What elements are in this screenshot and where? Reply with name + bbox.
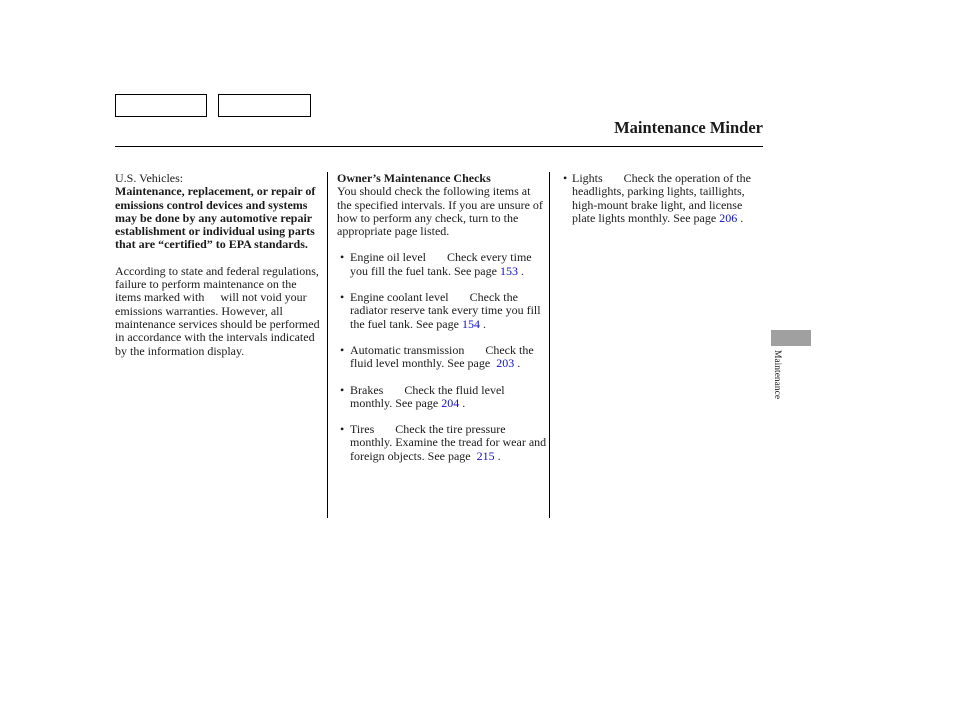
page-link-206[interactable]: 206 — [719, 210, 738, 225]
check-item-lights — [563, 172, 763, 225]
check-item-name: Engine oil level — [350, 250, 426, 265]
check-item-name: Automatic transmission — [350, 342, 465, 357]
section-tab-marker[interactable] — [771, 330, 811, 346]
check-item-automatic-transmission — [337, 344, 547, 371]
nav-button-index[interactable] — [218, 94, 311, 117]
check-item-name: Lights — [572, 171, 603, 185]
check-item-text: Check the radiator reserve tank every time you fill the fuel tank. See page — [350, 290, 541, 331]
page-link-215[interactable]: 215 — [476, 448, 495, 463]
check-item-text: Check the tire pressure monthly. Examine the tread for wear and foreign objects. See page — [350, 422, 547, 463]
us-vehicles-label: U.S. Vehicles: — [115, 171, 184, 185]
check-item-brakes — [337, 384, 547, 411]
check-item-name: Tires — [350, 422, 375, 437]
page-link-203[interactable]: 203 — [496, 356, 515, 371]
check-item-name: Brakes — [350, 382, 384, 397]
period: . — [740, 210, 744, 225]
period: . — [482, 316, 486, 331]
nav-button-contents[interactable] — [115, 94, 207, 117]
page-link-153[interactable]: 153 — [499, 263, 518, 278]
bullet: • — [340, 250, 345, 265]
check-item-engine-oil — [337, 251, 547, 278]
section-intro: You should check the following items at the specified intervals. If you are unsure of how to perform any check, turn to the appropriate page listed. — [337, 184, 543, 239]
check-item-text: Check the fluid level monthly. See page — [350, 382, 505, 410]
period: . — [520, 263, 524, 278]
period: . — [497, 448, 501, 463]
column-divider-right — [549, 172, 550, 518]
check-item-engine-coolant — [337, 291, 547, 331]
warranty-paragraph — [115, 265, 325, 358]
column-divider-left — [327, 172, 328, 518]
column-middle — [337, 172, 547, 463]
bullet: • — [340, 422, 345, 437]
check-item-text: Check the operation of the headlights, parking lights, taillights, high-mount brake light, and license plate lights monthly. See page — [572, 171, 751, 225]
page-title: Maintenance Minder — [614, 118, 763, 137]
bullet: • — [340, 342, 345, 357]
bullet: • — [563, 171, 568, 185]
period: . — [462, 395, 466, 410]
section-heading: Owner’s Maintenance Checks — [337, 171, 491, 185]
period: . — [517, 356, 521, 371]
warranty-text-start: According to state and federal regulations, failure to perform maintenance on the items marked with — [115, 263, 319, 305]
title-divider — [115, 146, 763, 147]
check-list — [337, 251, 547, 463]
column-right — [563, 172, 763, 225]
emissions-notice: Maintenance, replacement, or repair of emissions control devices and systems may be done by any automotive repair establishment or individual using parts that are “certified” to EPA standards. — [115, 184, 316, 252]
column-left — [115, 172, 325, 358]
check-item-name: Engine coolant level — [350, 290, 449, 305]
page-link-154[interactable]: 154 — [461, 316, 480, 331]
check-item-text: Check the fluid level monthly. See page — [350, 342, 534, 371]
bullet: • — [340, 382, 345, 397]
section-tab-label: Maintenance — [772, 350, 782, 400]
warranty-text-end: will not void your emissions warranties. However, all maintenance services should be performed in accordance with the intervals indicated by the information display. — [115, 290, 320, 358]
check-item-tires — [337, 423, 547, 463]
check-item-text: Check every time you fill the fuel tank. See page — [350, 250, 532, 278]
bullet: • — [340, 290, 345, 305]
page-link-204[interactable]: 204 — [441, 395, 460, 410]
